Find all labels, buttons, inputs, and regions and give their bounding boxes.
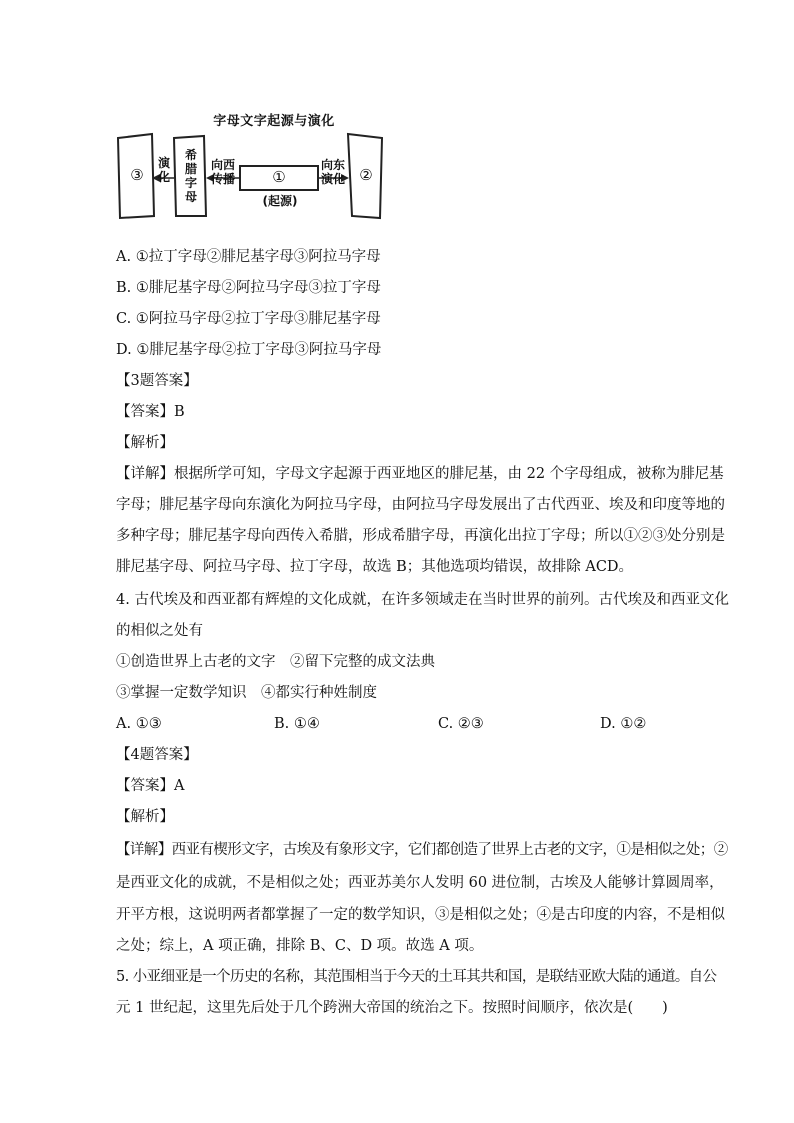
q4-item-1: ①创造世界上古老的文字 ②留下完整的成文法典 bbox=[116, 654, 435, 670]
box3-label: ③ bbox=[130, 166, 144, 184]
greek-label: 希 腊 字 母 bbox=[184, 148, 197, 204]
q4-stem-2: 的相似之处有 bbox=[116, 623, 203, 639]
q4-option-a: A. ①③ bbox=[116, 716, 162, 732]
q4-option-c: C. ②③ bbox=[438, 716, 484, 732]
diagram-title: 字母文字起源与演化 bbox=[213, 114, 335, 129]
q5-stem-1: 5. 小亚细亚是一个历史的名称，其范围相当于今天的土耳其共和国，是联结亚欧大陆的通道。自公 bbox=[116, 969, 717, 985]
box2-label: ② bbox=[359, 166, 373, 184]
q4-detail-4: 之处；综上，A 项正确，排除 B、C、D 项。故选 A 项。 bbox=[116, 938, 484, 954]
alphabet-origin-diagram bbox=[112, 108, 402, 224]
q4-answer: 【答案】A bbox=[116, 778, 185, 794]
q3-detail-3: 多种字母；腓尼基字母向西传入希腊，形成希腊字母，再演化出拉丁字母；所以①②③处分别是 bbox=[116, 528, 725, 544]
east-evolve-label: 向东 演化 bbox=[320, 158, 345, 186]
q3-answer: 【答案】B bbox=[116, 404, 185, 420]
q4-answer-header: 【4题答案】 bbox=[116, 747, 198, 763]
q4-item-2: ③掌握一定数学知识 ④都实行种姓制度 bbox=[116, 685, 377, 701]
q4-detail-1: 【详解】西亚有楔形文字，古埃及有象形文字，它们都创造了世界上古老的文字，①是相似之处；② bbox=[116, 842, 728, 858]
origin-label: (起源) bbox=[262, 194, 298, 208]
q4-detail-2: 是西亚文化的成就，不是相似之处；西亚苏美尔人发明 60 进位制，古埃及人能够计算圆周率， bbox=[116, 875, 724, 891]
q3-option-d: D. ①腓尼基字母②拉丁字母③阿拉马字母 bbox=[116, 342, 382, 358]
q4-detail-3: 开平方根，这说明两者都掌握了一定的数学知识，③是相似之处；④是古印度的内容，不是相似 bbox=[116, 907, 725, 923]
box1-label: ① bbox=[272, 168, 286, 186]
q3-answer-header: 【3题答案】 bbox=[116, 373, 198, 389]
west-spread-label: 向西 传播 bbox=[210, 158, 235, 186]
q3-option-a: A. ①拉丁字母②腓尼基字母③阿拉马字母 bbox=[116, 249, 381, 265]
q3-analysis: 【解析】 bbox=[116, 435, 174, 451]
q3-detail-2: 字母；腓尼基字母向东演化为阿拉马字母，由阿拉马字母发展出了古代西亚、埃及和印度等地的 bbox=[116, 497, 725, 513]
q3-detail-4: 腓尼基字母、阿拉马字母、拉丁字母，故选 B；其他选项均错误，故排除 ACD。 bbox=[116, 559, 634, 575]
q4-option-b: B. ①④ bbox=[274, 716, 320, 732]
q4-option-d: D. ①② bbox=[600, 716, 647, 732]
q3-detail-1: 【详解】根据所学可知，字母文字起源于西亚地区的腓尼基，由 22 个字母组成，被称为腓尼基 bbox=[116, 466, 724, 482]
q4-analysis: 【解析】 bbox=[116, 809, 174, 825]
q3-option-b: B. ①腓尼基字母②阿拉马字母③拉丁字母 bbox=[116, 280, 381, 296]
q5-stem-2: 元 1 世纪起，这里先后处于几个跨洲大帝国的统治之下。按照时间顺序，依次是( ) bbox=[116, 1000, 668, 1016]
q3-option-c: C. ①阿拉马字母②拉丁字母③腓尼基字母 bbox=[116, 311, 381, 327]
evolve-left-label: 演 化 bbox=[157, 156, 170, 184]
q4-stem-1: 4. 古代埃及和西亚都有辉煌的文化成就，在许多领域走在当时世界的前列。古代埃及和西亚文化 bbox=[116, 592, 729, 608]
